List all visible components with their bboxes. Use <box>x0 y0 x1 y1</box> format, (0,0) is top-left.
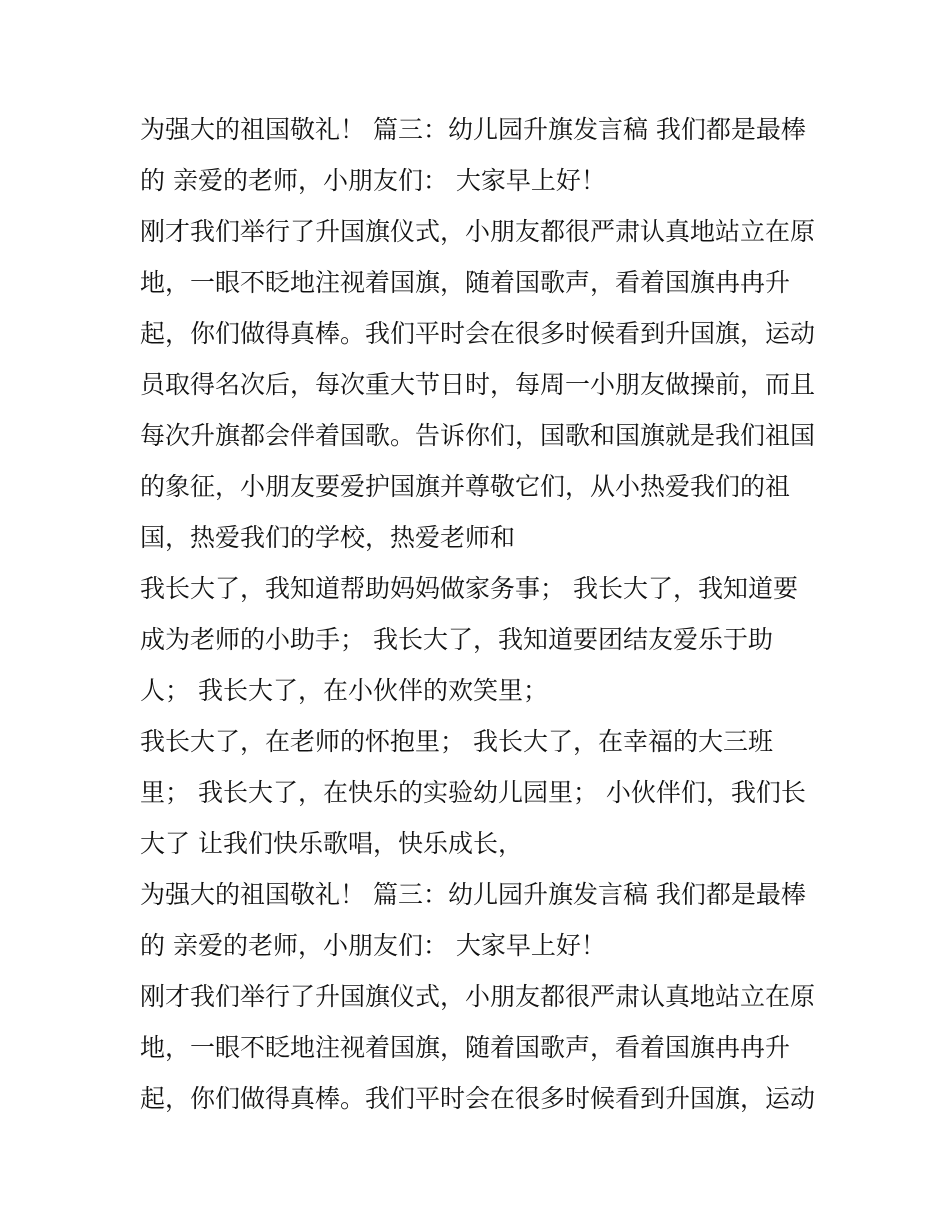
text-line: 的 亲爱的老师，小朋友们： 大家早上好！ <box>140 166 606 195</box>
text-line: 里； 我长大了，在快乐的实验幼儿园里； 小伙伴们，我们长 <box>140 778 806 807</box>
text-line: 的象征，小朋友要爱护国旗并尊敬它们，从小热爱我们的祖 <box>140 472 791 501</box>
text-line: 员取得名次后，每次重大节日时，每周一小朋友做操前，而且 <box>140 370 816 399</box>
text-line: 起，你们做得真棒。我们平时会在很多时候看到升国旗，运动 <box>140 1084 816 1113</box>
text-line: 大了 让我们快乐歌唱，快乐成长， <box>140 829 523 858</box>
text-line: 的 亲爱的老师，小朋友们： 大家早上好！ <box>140 931 606 960</box>
text-line: 每次升旗都会伴着国歌。告诉你们，国歌和国旗就是我们祖国 <box>140 421 816 450</box>
text-line: 为强大的祖国敬礼！ 篇三：幼儿园升旗发言稿 我们都是最棒 <box>140 115 806 144</box>
text-line: 起，你们做得真棒。我们平时会在很多时候看到升国旗，运动 <box>140 319 816 348</box>
text-line: 地，一眼不眨地注视着国旗，随着国歌声，看着国旗冉冉升 <box>140 268 791 297</box>
text-line: 地，一眼不眨地注视着国旗，随着国歌声，看着国旗冉冉升 <box>140 1033 791 1062</box>
text-line: 我长大了，我知道帮助妈妈做家务事； 我长大了，我知道要 <box>140 574 798 603</box>
text-line: 刚才我们举行了升国旗仪式，小朋友都很严肃认真地站立在原 <box>140 217 816 246</box>
document-body <box>140 104 830 1124</box>
text-line: 成为老师的小助手； 我长大了，我知道要团结友爱乐于助 <box>140 625 773 654</box>
text-line: 为强大的祖国敬礼！ 篇三：幼儿园升旗发言稿 我们都是最棒 <box>140 880 806 909</box>
text-line: 人； 我长大了，在小伙伴的欢笑里； <box>140 676 548 705</box>
text-line: 国，热爱我们的学校，热爱老师和 <box>140 523 516 552</box>
text-line: 刚才我们举行了升国旗仪式，小朋友都很严肃认真地站立在原 <box>140 982 816 1011</box>
text-line: 我长大了，在老师的怀抱里； 我长大了，在幸福的大三班 <box>140 727 773 756</box>
